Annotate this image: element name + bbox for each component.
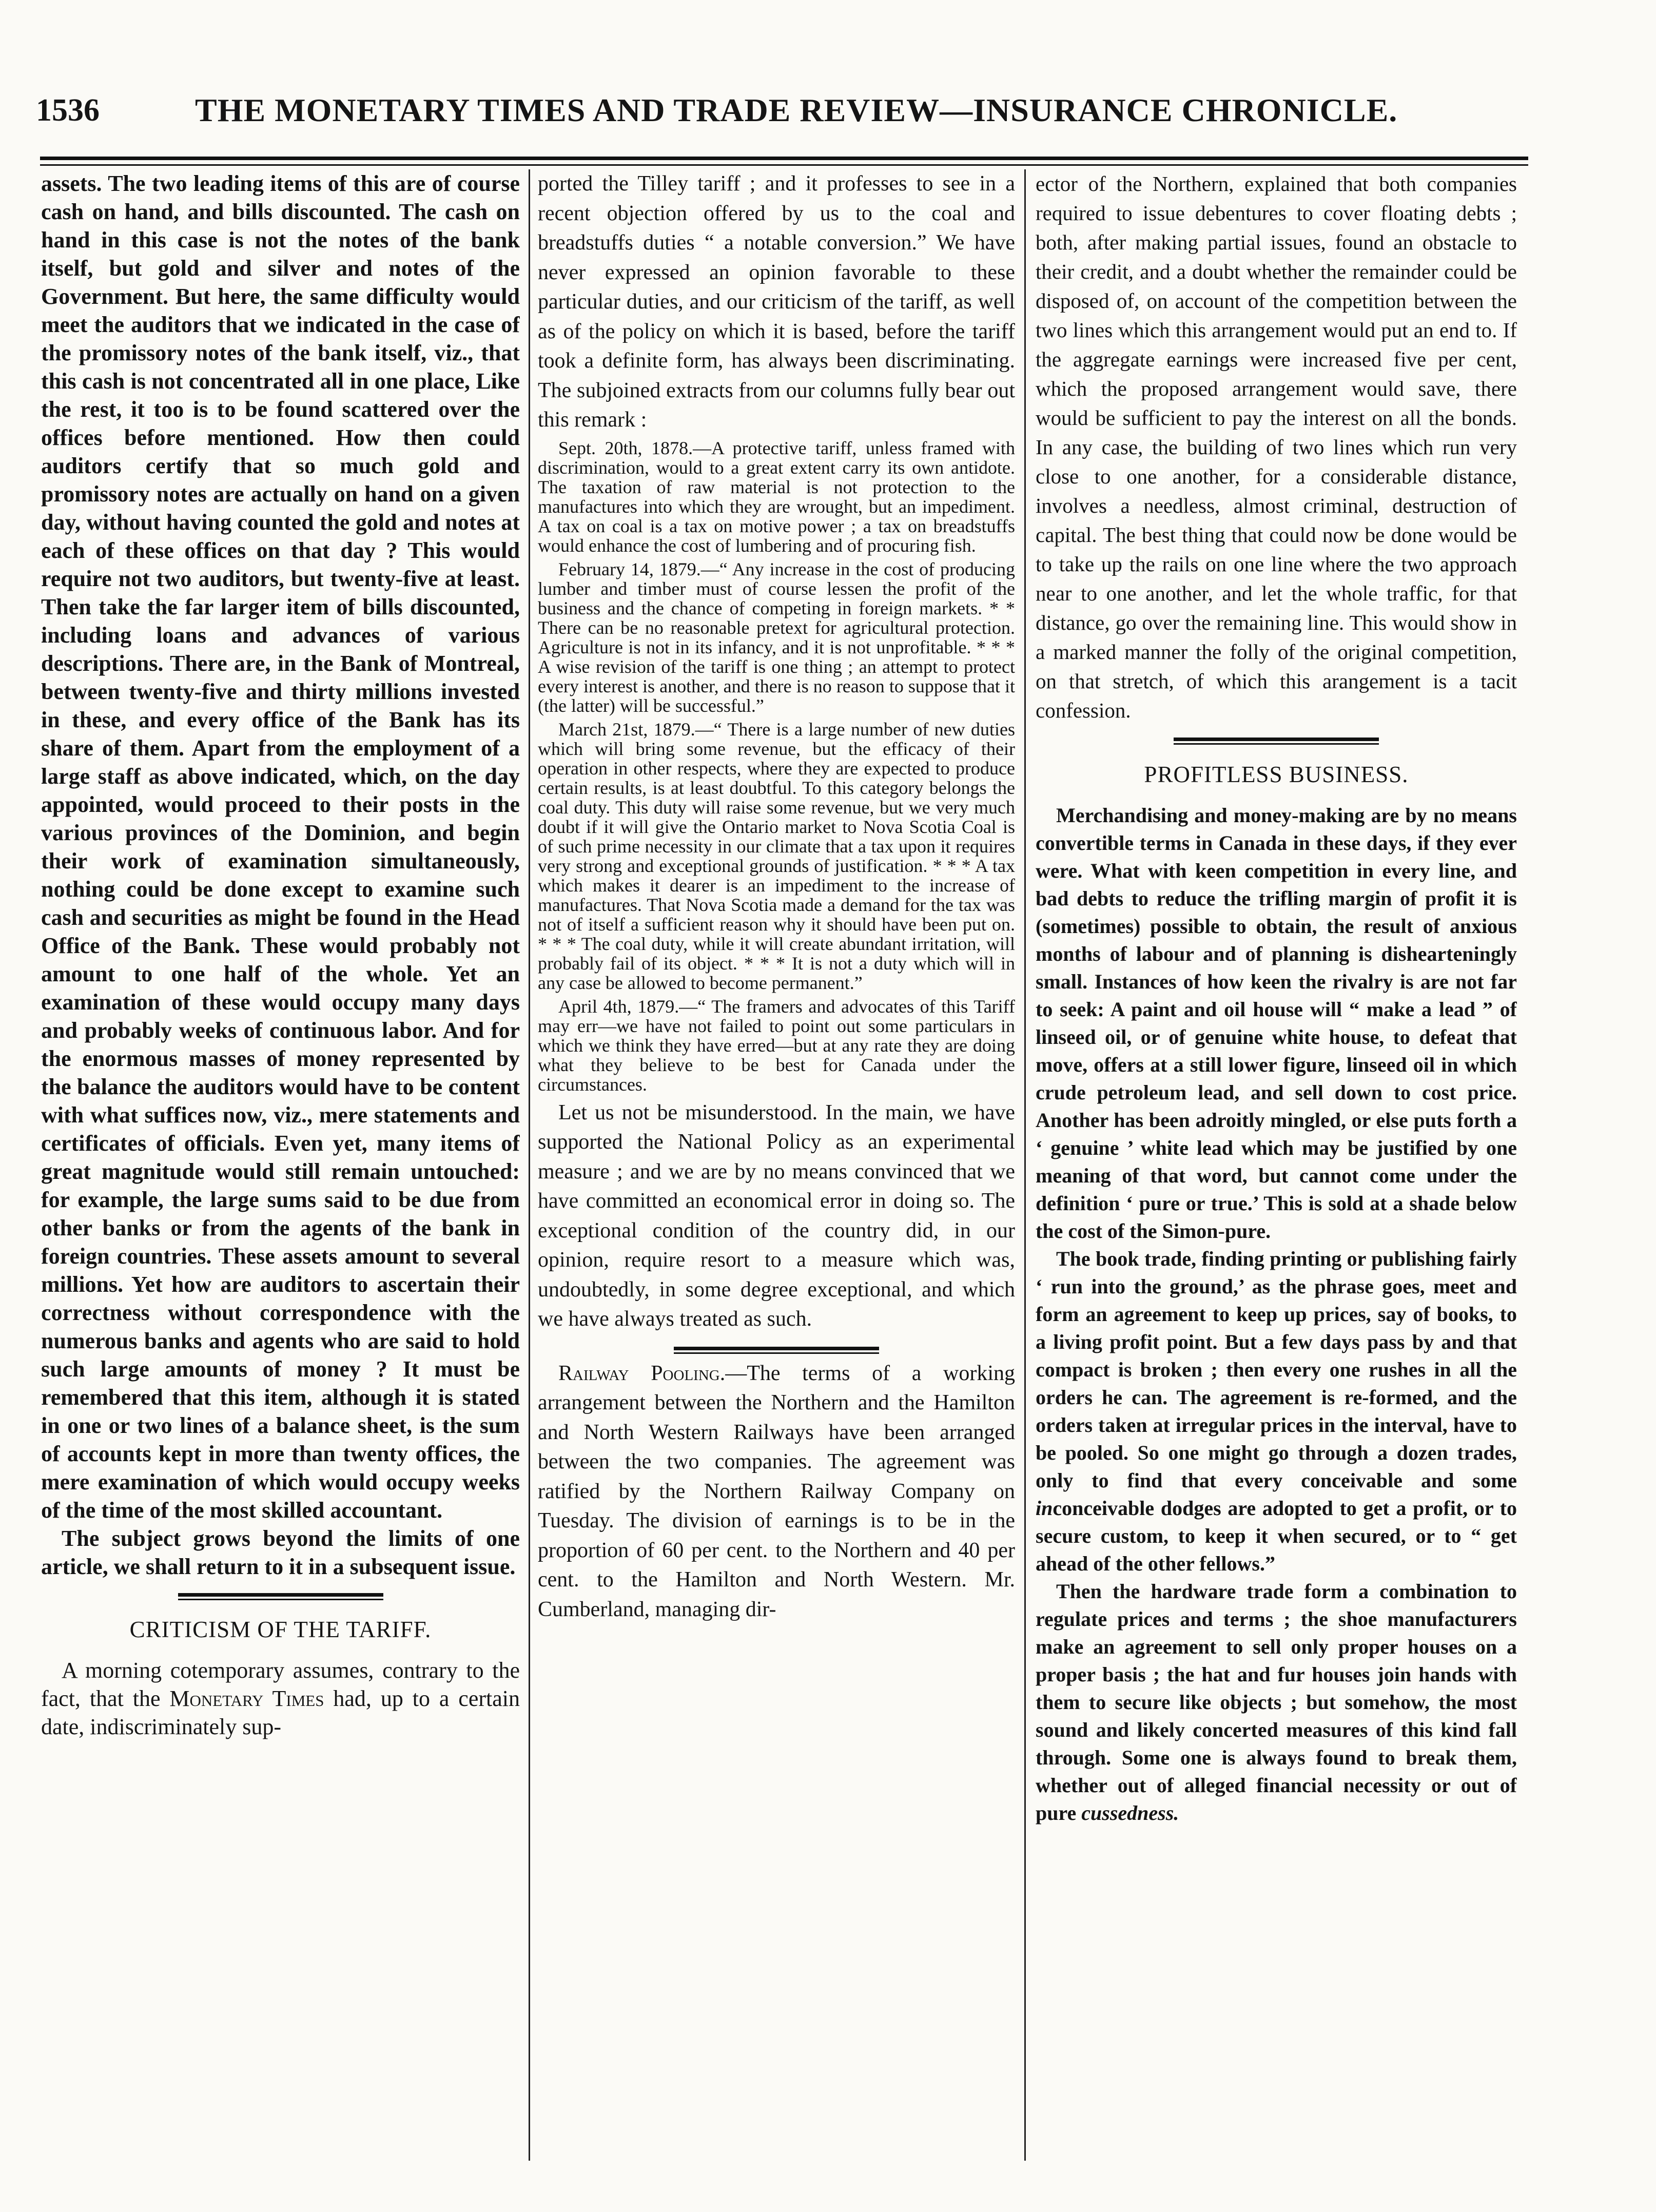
article-paragraph bbox=[41, 1656, 520, 1741]
text-run: A morning cotemporary assumes, contrary to the fact, that the bbox=[41, 1658, 520, 1711]
item-title: Railway Pooling. bbox=[558, 1361, 726, 1385]
text-run: The book trade, finding printing or publishing fairly ‘ run into the ground,’ as the phrase goes, meet and form an agreement to keep up prices, say of books, to a living profit point. But a few days pass by and that compact is broken ; then every one rushes in all the orders he can. The agreement is re-formed, and the orders taken at irregular prices in the interval, have to be pooled. So one might go through a dozen trades, only to find that every conceivable and some bbox=[1036, 1247, 1517, 1492]
article-paragraph: ector of the Northern, explained that both companies required to issue debentures to cover floating debts ; both, after making partial issues, found an obstacle to their credit, and a doubt whether the remainder could be disposed of, on account of the competition between the two lines which this arrangement would put an end to. If the aggregate earnings were increased five per cent, which the proposed arrangement would save, there would be sufficient to pay the interest on all the bonds. In any case, the building of two lines which run very close to one another, for a considerable distance, involves a needless, almost criminal, destruction of capital. The best thing that could now be done would be to take up the rails on one line where the two approach near to one another, and let the whole traffic, for that distance, go over the remaining line. This would show in a marked manner the folly of the original competition, on that stretch, of which this arangement is a tacit confession. bbox=[1036, 172, 1517, 722]
header-rule-thin bbox=[40, 164, 1528, 166]
section-rule bbox=[674, 1347, 879, 1354]
section-heading: PROFITLESS BUSINESS. bbox=[1144, 762, 1409, 787]
article-paragraph bbox=[538, 1359, 1015, 1625]
text-run: Then the hardware trade form a combination to regulate prices and terms ; the shoe manufacturers make an agreement to sell only proper houses on a proper basis ; the hat and fur houses join hands with them to secure like objects ; but somehow, the most sound and likely concerted measures of this kind fall through. Some one is always found to break them, whether out of alleged financial necessity or out of pure bbox=[1036, 1580, 1517, 1825]
section-heading: CRITICISM OF THE TARIFF. bbox=[129, 1617, 432, 1642]
article-paragraph bbox=[1036, 1245, 1517, 1578]
text-run: cussedness. bbox=[1081, 1801, 1179, 1825]
text-run: —The terms of a working arrangement between the Northern and the Hamilton and North Western Railways have been arranged between the two companies. The agreement was ratified by the Northern Railway Company on Tuesday. The division of earnings is to be in the proportion of 60 per cent. to the Northern and 40 per cent. to the Hamilton and North Western. Mr. Cumberland, managing dir- bbox=[538, 1361, 1015, 1621]
text-run: had, up to a certain date, indiscriminately sup- bbox=[41, 1686, 520, 1739]
quoted-extract: Sept. 20th, 1878.—A protective tariff, unless framed with discrimination, would to a great extent carry its own antidote. The taxation of raw material is not protection to the manufactures into which they are wrought, but an impediment. A tax on coal is a tax on motive power ; a tax on breadstuffs would enhance the cost of lumbering and of procuring fish. bbox=[538, 437, 1015, 556]
column-3 bbox=[1036, 169, 1517, 2161]
article-paragraph: Merchandising and money-making are by no means convertible terms in Canada in these days, if they ever were. What with keen competition in every line, and bad debts to reduce the trifling margin of profit it is (sometimes) possible to obtain, the result of anxious months of labour and of planning is dishearteningly small. Instances of how keen the rivalry is are not far to seek: A paint and oil house will “ make a lead ” of linseed oil, or of genuine white house, to defeat that move, offers at a still lower figure, linseed oil in which crude petroleum lead, and sell down to cost price. Another has been adroitly mingled, or else puts forth a ‘ genuine ’ white lead which may be justified by one meaning of that word, but cannot come under the definition ‘ pure or true.’ This is sold at a shade below the cost of the Simon-pure. bbox=[1036, 804, 1517, 1243]
header-rule bbox=[40, 157, 1528, 160]
quoted-extract: March 21st, 1879.—“ There is a large number of new duties which will bring some revenue, but the efficacy of their operation in other respects, where they are expected to produce certain results, is at least doubtful. To this category belongs the coal duty. This duty will raise some revenue, but we very much doubt if it will give the Ontario market to Nova Scotia Coal is of such prime necessity in our climate that a tax upon it requires very strong and exceptional grounds of justification. * * * A tax which makes it dearer is an impediment to the increase of manufactures. That Nova Scotia made a demand for the tax was not of itself a sufficient reason why it should have been put on. * * * The coal duty, while it will create abundant irritation, will probably fail of its object. * * * It is not a duty which will in any case be allowed to become permanent.” bbox=[538, 719, 1015, 993]
running-title: THE MONETARY TIMES AND TRADE REVIEW—INSURANCE CHRONICLE. bbox=[195, 92, 1398, 128]
article-paragraph bbox=[1036, 1578, 1517, 1827]
page-number: 1536 bbox=[36, 93, 100, 128]
section-rule bbox=[178, 1593, 383, 1600]
quoted-extract: February 14, 1879.—“ Any increase in the cost of producing lumber and timber must of course lessen the profit of the business and the chance of competing in foreign markets. * * There can be no reasonable pretext for agricultural protection. Agriculture is not in its infancy, and it is not unprofitable. * * * A wise revision of the tariff is one thing ; an attempt to protect every interest is another, and there is no reason to suppose that it (the latter) will be successful.” bbox=[538, 558, 1015, 716]
article-paragraph: Let us not be misunderstood. In the main, we have supported the National Policy as an experimental measure ; and we are by no means convinced that we have committed an economical error in doing so. The exceptional condition of the country did, in our opinion, require resort to a measure which was, undoubtedly, in some degree exceptional, and which we have always treated as such. bbox=[538, 1100, 1015, 1331]
section-rule bbox=[1174, 738, 1379, 745]
column-rule bbox=[529, 169, 530, 2161]
text-run: in bbox=[1036, 1497, 1053, 1520]
column-2 bbox=[538, 169, 1015, 2161]
column-rule bbox=[1024, 169, 1026, 2161]
article-paragraph: assets. The two leading items of this are of course cash on hand, and bills discounted. The cash on hand in this case is not the notes of the bank itself, but gold and silver and notes of the Government. But here, the same difficulty would meet the auditors that we indicated in the case of the promissory notes of the bank itself, viz., that this cash is not concentrated all in one place, Like the rest, it too is to be found scattered over the offices before mentioned. How then could auditors certify that so much gold and promissory notes are actually on hand on a given day, without having counted the gold and notes at each of these offices on that day ? This would require not two auditors, but twenty-five at least. Then take the far larger item of bills discounted, including loans and advances of various descriptions. There are, in the Bank of Montreal, between twenty-five and thirty millions invested in these, and every office of the Bank has its share of them. Apart from the employment of a large staff as above indicated, which, on the day appointed, would proceed to their posts in the various provinces of the Dominion, and begin their work of examination simultaneously, nothing could be done except to examine such cash and securities as might be found in the Head Office of the Bank. These would probably not amount to one half of the whole. Yet an examination of these would occupy many days and probably weeks of continuous labor. And for the enormous masses of money represented by the balance the auditors would have to be content with what suffices now, viz., mere statements and certificates of officials. Even yet, many items of great magnitude would still remain untouched: for example, the large sums said to be due from other banks or from the agents of the bank in foreign countries. These assets amount to several millions. Yet how are auditors to ascertain their correctness without correspondence with the numerous banks and agents who are said to hold such large amounts of money ? It must be remembered that this item, although it is stated in one or two lines of a balance sheet, is the sum of accounts kept in more than twenty offices, the mere examination of which would occupy weeks of the time of the most skilled accountant. bbox=[41, 171, 520, 1523]
column-1 bbox=[41, 169, 520, 2161]
article-paragraph: The subject grows beyond the limits of one article, we shall return to it in a subsequent issue. bbox=[41, 1526, 520, 1579]
quoted-extract: April 4th, 1879.—“ The framers and advocates of this Tariff may err—we have not failed to point out some particulars in which we think they have erred—but at any rate they are doing what they believe to be best for Canada under the circumstances. bbox=[538, 996, 1015, 1095]
article-paragraph: ported the Tilley tariff ; and it professes to see in a recent objection offered by us to the coal and breadstuffs duties “ a notable conversion.” We have never expressed an opinion favorable to these particular duties, and our criticism of the tariff, as well as of the policy on which it is based, before the tariff took a definite form, has always been discriminating. The subjoined extracts from our columns fully bear out this remark : bbox=[538, 172, 1015, 432]
text-run: conceivable dodges are adopted to get a profit, or to secure custom, to keep it when secured, or to “ get ahead of the other fellows.” bbox=[1036, 1497, 1517, 1575]
publication-name: Monetary Times bbox=[169, 1686, 324, 1711]
